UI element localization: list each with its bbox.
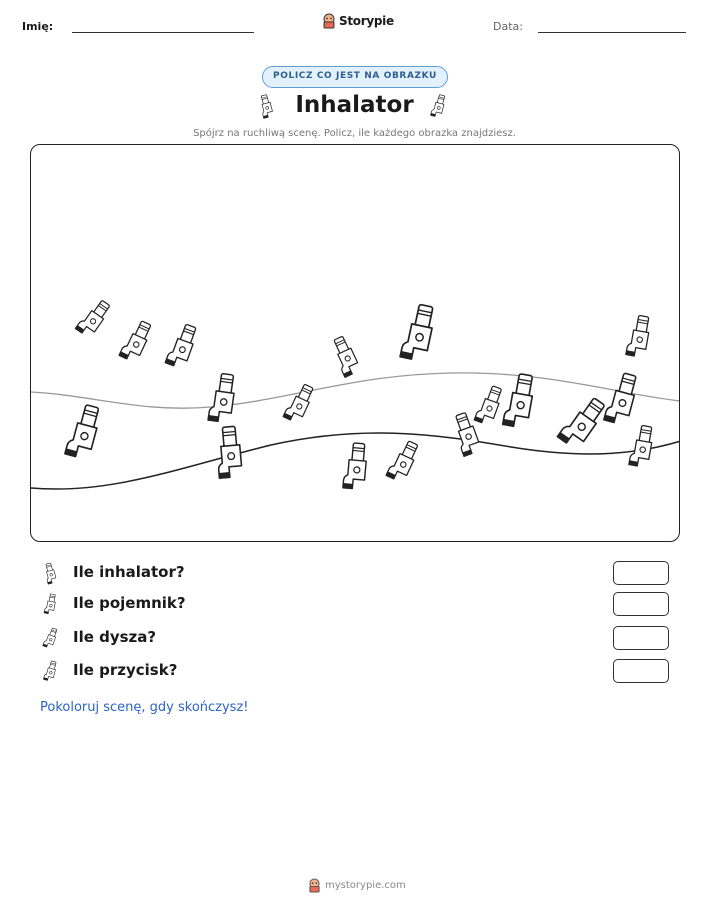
inhaler-item [400,303,436,362]
question-row [40,626,670,650]
inhaler-icon [40,561,62,585]
answer-box[interactable] [613,626,669,650]
coloring-note: Pokoloruj scenę, gdy skończysz! [40,700,249,715]
name-label: Imię: [22,20,54,33]
inhaler-item [604,371,639,426]
inhaler-item [474,384,504,426]
counting-scene [30,144,680,542]
name-line[interactable] [72,32,254,33]
nozzle-icon [40,626,62,650]
inhaler-item [626,314,652,357]
inhaler-item [283,382,315,424]
date-line[interactable] [538,32,686,33]
footer-url[interactable]: mystorypie.com [325,880,406,891]
inhaler-item [75,297,111,339]
question-row [40,561,670,585]
brand-logo [322,13,394,29]
inhaler-icon [428,93,450,119]
question-text: Ile przycisk? [73,661,178,679]
question-row [40,659,670,683]
answer-box[interactable] [613,592,669,616]
question-text: Ile inhalator? [73,563,185,581]
inhaler-item [629,424,655,467]
inhaler-item [165,322,198,369]
inhaler-item [503,372,536,428]
question-row [40,592,670,616]
button-icon [40,659,62,683]
answer-box[interactable] [613,561,669,585]
canister-icon [40,592,62,616]
inhaler-item [119,318,153,363]
date-label: Data: [493,20,523,33]
inhaler-item [557,393,607,450]
inhaler-item [208,372,236,423]
question-text: Ile pojemnik? [73,594,186,612]
storypie-mascot-icon [322,13,336,29]
storypie-mascot-icon [308,878,321,893]
scene-illustration [31,145,680,542]
inhaler-item [65,403,102,460]
footer [308,878,406,893]
page-title: Inhalator [295,92,414,118]
inhaler-item [343,442,368,489]
instructions: Spójrz na ruchliwą scenę. Policz, ile każdego obrazka znajdziesz. [193,128,516,139]
question-text: Ile dysza? [73,628,157,646]
inhaler-item [215,426,242,478]
answer-box[interactable] [613,659,669,683]
brand-name: Storypie [339,14,394,28]
activity-badge: POLICZ CO JEST NA OBRAZKU [262,66,448,88]
inhaler-item [329,335,361,377]
inhaler-item [386,438,420,483]
